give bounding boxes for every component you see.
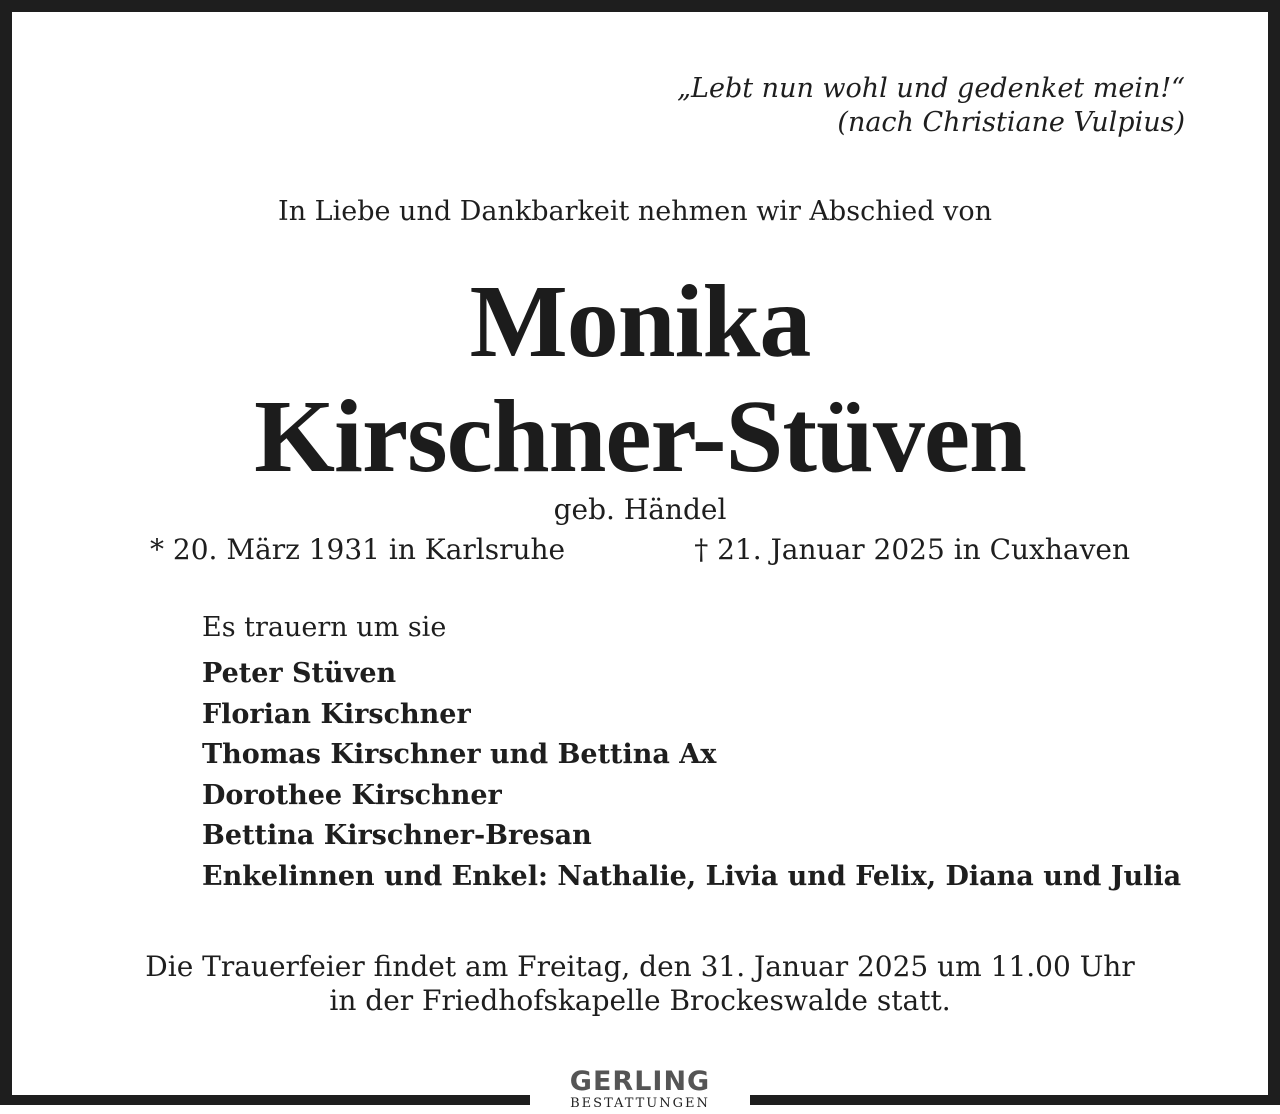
ceremony-location: in der Friedhofskapelle Brockeswalde statt. — [329, 984, 951, 1017]
maiden-name: geb. Händel — [553, 493, 727, 526]
funeral-home-logo — [540, 1068, 740, 1112]
deceased-last-name: Kirschner-Stüven — [254, 379, 1026, 494]
border-bottom-left — [0, 1095, 530, 1105]
mourner-name: Thomas Kirschner und Bettina Ax — [202, 739, 717, 770]
quote-text: „Lebt nun wohl und gedenket mein!“ — [677, 73, 1185, 104]
mourner-name: Florian Kirschner — [202, 698, 471, 730]
mourners-block — [202, 610, 1181, 897]
deceased-first-name: Monika — [469, 264, 811, 379]
border-bottom-right — [750, 1095, 1280, 1105]
mourner-name: Peter Stüven — [202, 658, 397, 689]
border-top — [0, 0, 1280, 12]
death-date: † 21. Januar 2025 in Cuxhaven — [694, 533, 1130, 566]
intro-text: In Liebe und Dankbarkeit nehmen wir Abschied von — [278, 196, 992, 227]
quote-attribution: (nach Christiane Vulpius) — [837, 107, 1185, 138]
mourner-name: Enkelinnen und Enkel: Nathalie, Livia und Felix, Diana und Julia — [202, 860, 1182, 892]
intro-line — [0, 195, 1280, 229]
border-right — [1268, 0, 1280, 1105]
ceremony-date: Die Trauerfeier findet am Freitag, den 31. Januar 2025 um 11.00 Uhr — [145, 950, 1135, 983]
border-left — [0, 0, 12, 1105]
mourner-name: Dorothee Kirschner — [202, 779, 502, 811]
mourner-name: Bettina Kirschner-Bresan — [202, 820, 592, 851]
logo-subtitle: BESTATTUNGEN — [570, 1096, 710, 1111]
birth-date: * 20. März 1931 in Karlsruhe — [150, 533, 566, 566]
epigraph-quote — [677, 72, 1185, 140]
ceremony-info — [0, 950, 1280, 1018]
mourners-intro: Es trauern um sie — [202, 612, 447, 643]
logo-wordmark: GERLING — [569, 1066, 711, 1097]
